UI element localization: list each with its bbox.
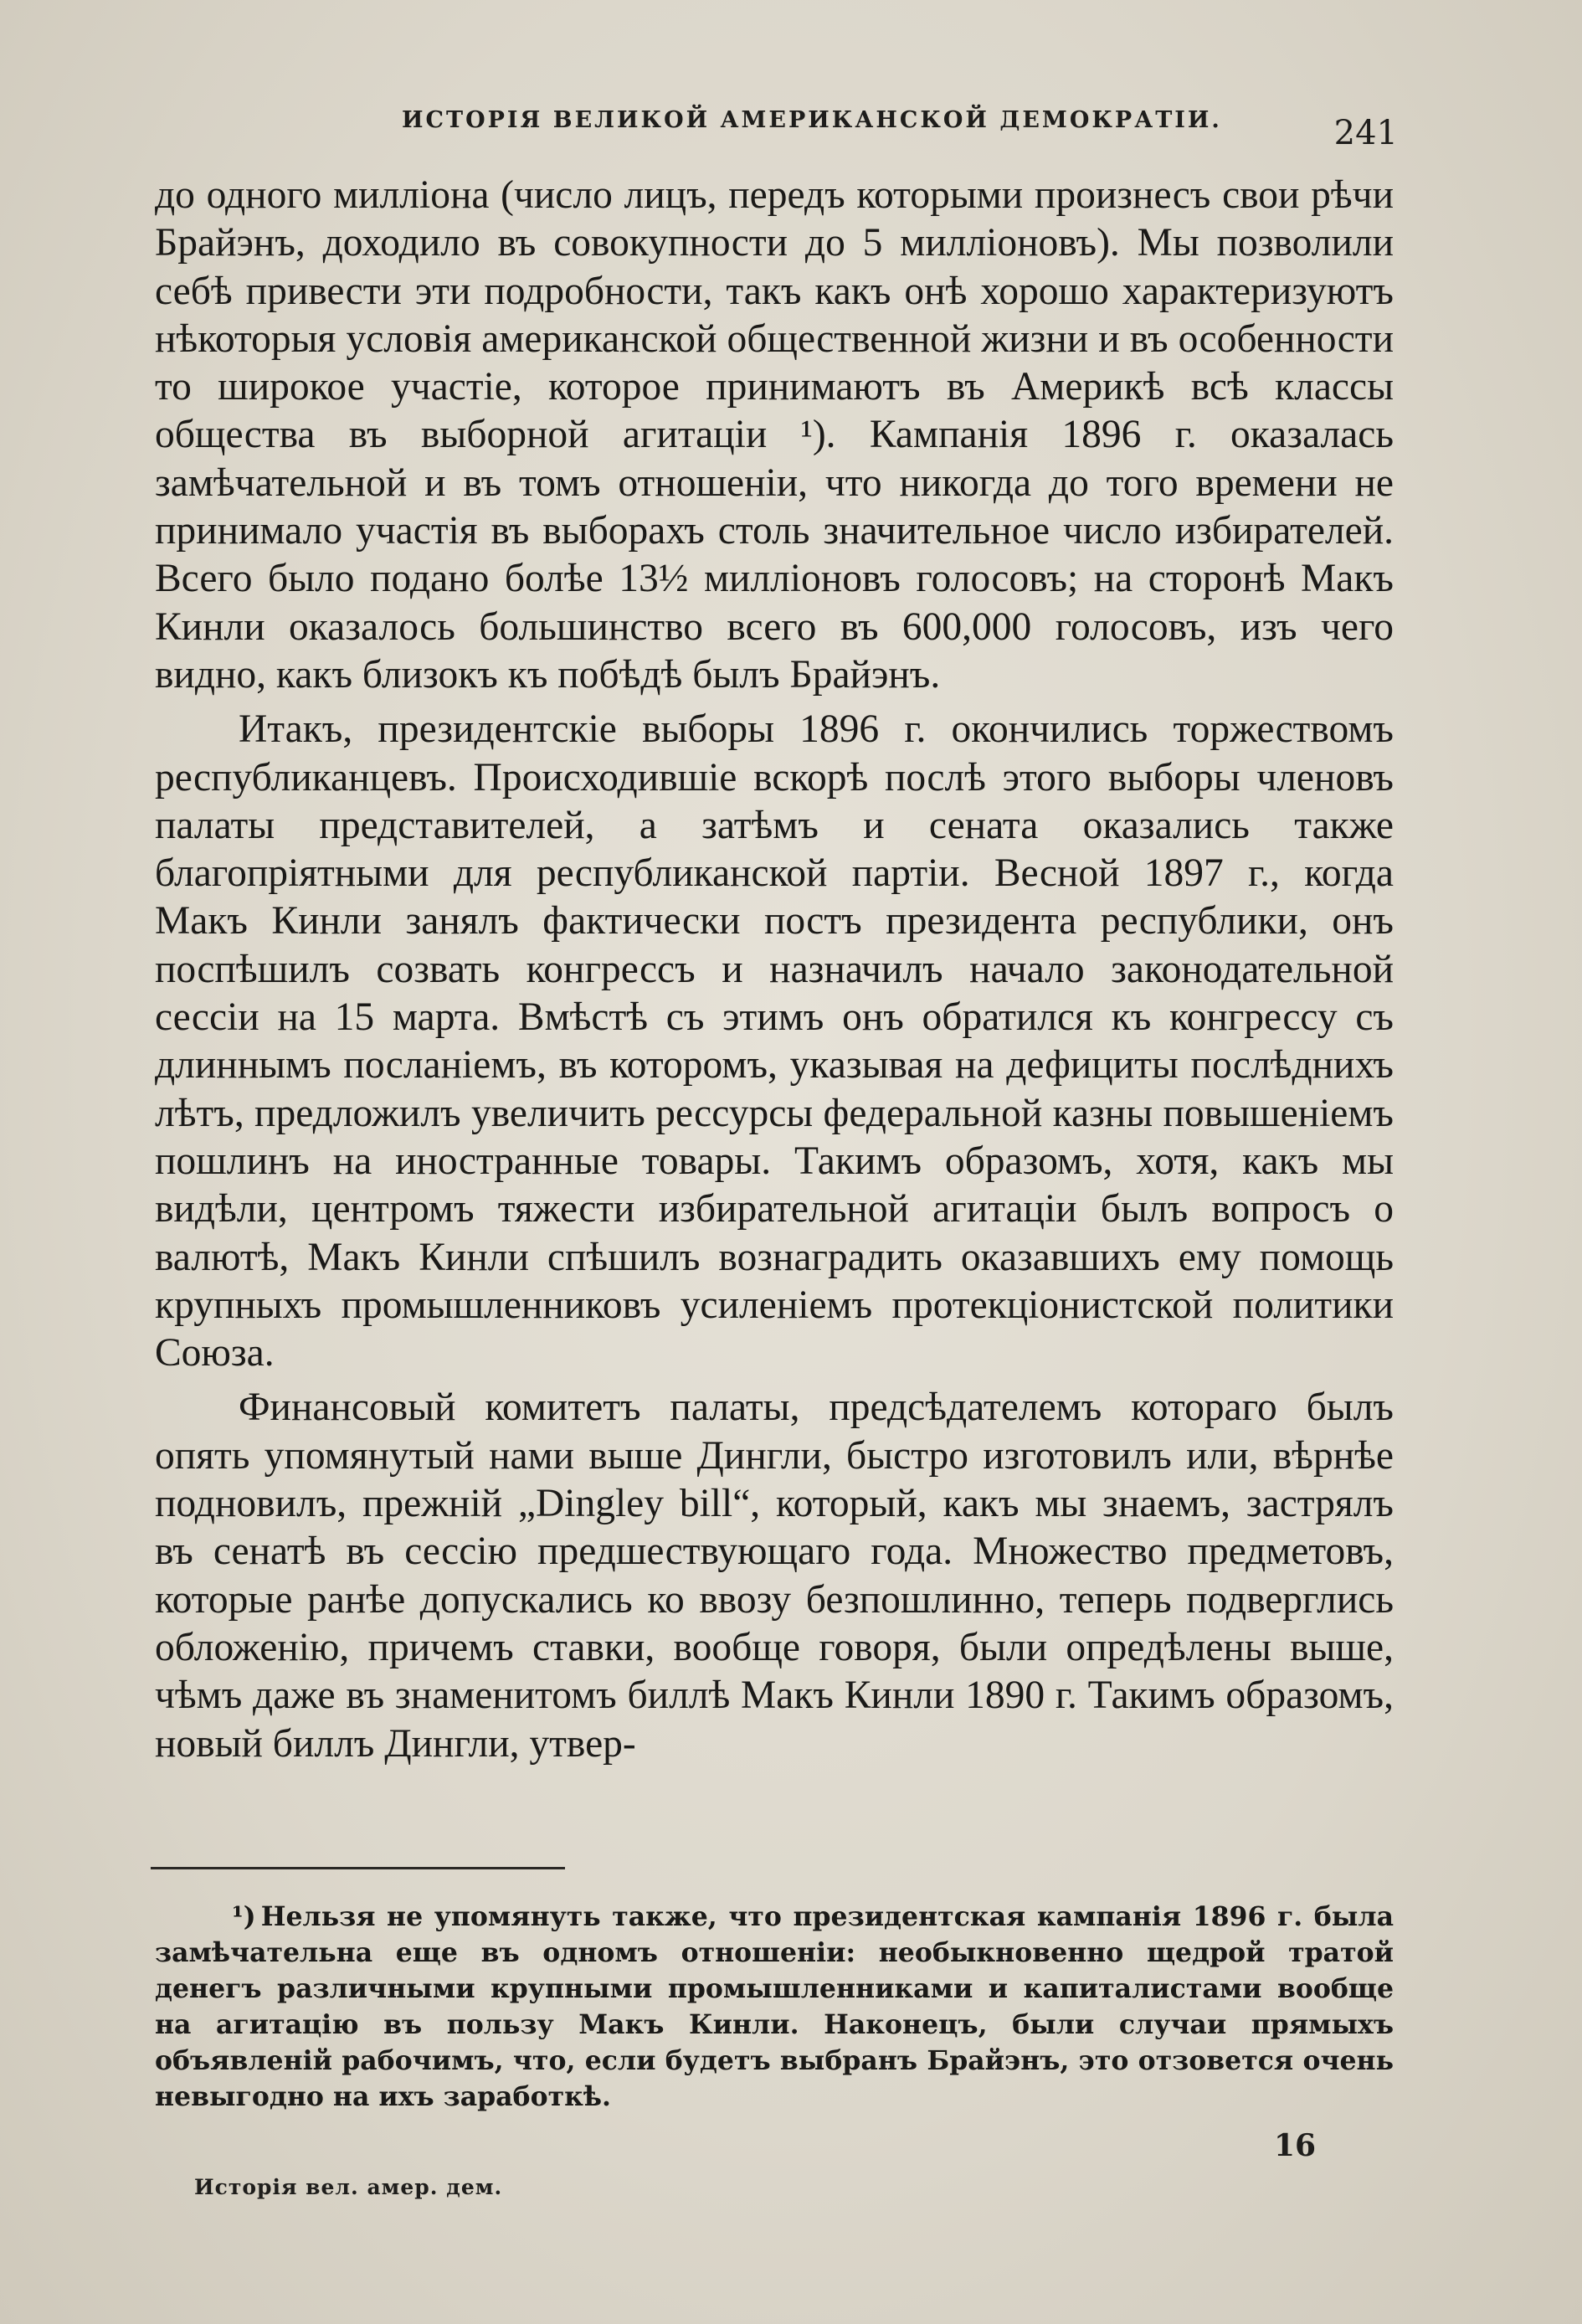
- running-title: ИСТОРІЯ ВЕЛИКОЙ АМЕРИКАНСКОЙ ДЕМОКРАТІИ.: [402, 107, 1222, 133]
- sheet-number: 16: [1274, 2128, 1317, 2163]
- page-number: 241: [1333, 114, 1398, 152]
- footnote: [155, 1899, 1394, 2115]
- printer-signature: Исторія вел. амер. дем.: [194, 2175, 503, 2199]
- paragraph: Финансовый комитетъ палаты, предсѣдателемъ котораго былъ опять упомянутый нами выше Дингли, быстро изготовилъ или, вѣрнѣе подновилъ, прежній „Dingley bill“, который, какъ мы знаемъ, застрялъ въ сенатѣ въ сессію предшествующаго года. Множество предметовъ, которые ранѣе допускались ко ввозу безпошлинно, теперь подверглись обложенію, причемъ ставки, вообще говоря, были опредѣлены выше, чѣмъ даже въ знаменитомъ биллѣ Макъ Кинли 1890 г. Такимъ образомъ, новый биллъ Дингли, утвер-: [155, 1386, 1394, 1766]
- footnote-text: Нельзя не упомянуть также, что президентская кампанія 1896 г. была замѣчательна еще въ одномъ отношеніи: необыкновенно щедрой тратой денегъ различными крупными промышленниками и капиталистами вообще на агитацію въ пользу Макъ Кинли. Наконецъ, были случаи прямыхъ объявленій рабочимъ, что, если будетъ выбранъ Брайэнъ, это отзовется очень невыгодно на ихъ заработкѣ.: [155, 1901, 1394, 2112]
- footnote-rule: [151, 1867, 565, 1869]
- footnote-marker: ¹): [232, 1901, 256, 1932]
- paragraph: Итакъ, президентскіе выборы 1896 г. окончились торжествомъ республиканцевъ. Происходившіе вскорѣ послѣ этого выборы членовъ палаты представителей, а затѣмъ и сената оказались также благопріятными для республиканской партіи. Весной 1897 г., когда Макъ Кинли занялъ фактически постъ президента республики, онъ поспѣшилъ созвать конгрессъ и назначилъ начало законодательной сессіи на 15 марта. Вмѣстѣ съ этимъ онъ обратился къ конгрессу съ длиннымъ посланіемъ, въ которомъ, указывая на дефициты послѣднихъ лѣтъ, предложилъ увеличить рессурсы федеральной казны повышеніемъ пошлинъ на иностранные товары. Такимъ образомъ, хотя, какъ мы видѣли, центромъ тяжести избирательной агитаціи былъ вопросъ о валютѣ, Макъ Кинли спѣшилъ вознаградить оказавшихъ ему помощь крупныхъ промышленниковъ усиленіемъ протекціонистской политики Союза.: [155, 707, 1394, 1375]
- page-header: [151, 92, 1398, 151]
- paragraph: до одного милліона (число лицъ, передъ которыми произнесъ свои рѣчи Брайэнъ, доходило въ совокупности до 5 милліоновъ). Мы позволили себѣ привести эти подробности, такъ какъ онѣ хорошо характеризуютъ нѣкоторыя условія американской общественной жизни и въ особенности то широкое участіе, которое принимаютъ въ Америкѣ всѣ классы общества въ выборной агитаціи ¹). Кампанія 1896 г. оказалась замѣчательной и въ томъ отношеніи, что никогда до того времени не принимало участія въ выборахъ столь значительное число избирателей. Всего было подано болѣе 13½ милліоновъ голосовъ; на сторонѣ Макъ Кинли оказалось большинство всего въ 600,000 голосовъ, изъ чего видно, какъ близокъ къ побѣдѣ былъ Брайэнъ.: [155, 173, 1394, 697]
- main-text: [155, 172, 1394, 1770]
